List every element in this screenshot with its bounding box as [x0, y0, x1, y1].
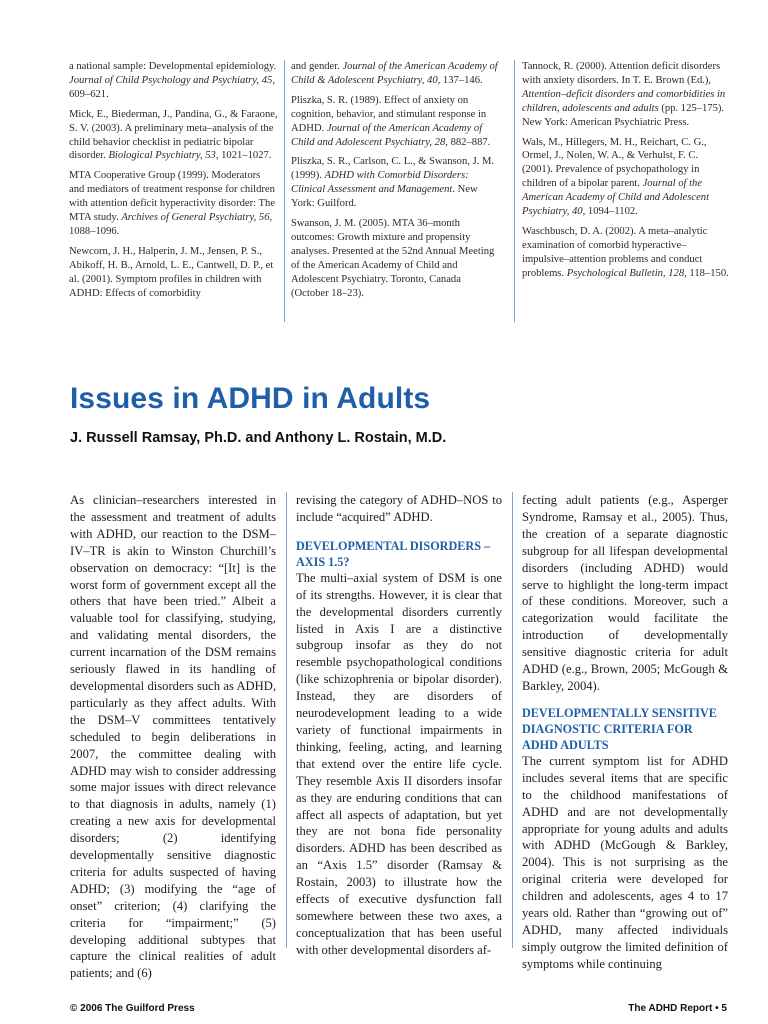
reference-entry: Waschbusch, D. A. (2002). A meta–analytic examination of comorbid hyperactive–impulsive–attention problems and conduct problems. Psychological Bulletin, 128, 118–150. [522, 225, 729, 279]
column-divider [512, 492, 513, 948]
article-authors: J. Russell Ramsay, Ph.D. and Anthony L. Rostain, M.D. [70, 430, 447, 446]
references-column-1 [69, 60, 278, 307]
references-column-3 [522, 60, 731, 287]
paragraph: The multi–axial system of DSM is one of its strengths. However, it is clear that the developmental disorders currently listed in Axis I are a distinctive subgroup insofar as they do not resemble psychopathological conditions (like schizophrenia or bipolar disorder). Instead, they are disorders of neurodevelopment leading to a wide variety of functional impairments in thinking, feeling, acting, and learning that extend over the entire life cycle. They resemble Axis II disorders insofar as they are enduring conditions that can affect all aspects of adaptation, but yet they are not bona fide personality disorders. ADHD has been described as an “Axis 1.5” disorder (Ramsay & Rostain, 2003) to illustrate how the effects of executive dysfunction fall somewhere between these two axes, a conceptualization that has been useful with other developmental disorders af- [296, 570, 502, 957]
reference-entry: Pliszka, S. R., Carlson, C. L., & Swanson, J. M. (1999). ADHD with Comorbid Disorders: Clinical Assessment and Management. New York: Guilford. [291, 156, 495, 210]
reference-entry: Pliszka, S. R. (1989). Effect of anxiety on cognition, behavior, and stimulant response in ADHD. Journal of the American Academy of Child and Adolescent Psychiatry, 28, 882–887. [291, 94, 491, 148]
reference-entry: Wals, M., Hillegers, M. H., Reichart, C. G., Ormel, J., Nolen, W. A., & Verhulst, F. C. (2001). Prevalence of psychopathology in children of a bipolar parent. Journal of the American Academy of Child and Adolescent Psychiatry, 40, 1094–1102. [522, 136, 710, 218]
reference-entry: Newcorn, J. H., Halperin, J. M., Jensen, P. S., Abikoff, H. B., Arnold, L. E., Cantwell, D. P., et al. (2001). Symptom profiles in children with ADHD: Effects of comorbidity [69, 245, 274, 299]
paragraph: revising the category of ADHD–NOS to include “acquired” ADHD. [296, 493, 502, 524]
reference-entry: Mick, E., Biederman, J., Pandina, G., & Faraone, S. V. (2003). A preliminary meta–analysis of the child behavior checklist in pediatric bipolar disorder. Biological Psychiatry, 53, 1021–1027. [69, 108, 278, 162]
paragraph: As clinician–researchers interested in the assessment and treatment of adults with ADHD, our reaction to the DSM–IV–TR is akin to Winston Churchill’s observation on democracy: “[It] is the worst form of government except all the others that have been tried.” Albeit a valuable tool for classifying, studying, and validating mental disorders, the current incarnation of the DSM remains seriously flawed in its handling of developmental disorders such as ADHD, particularly as they affect adults. With the DSM–V committees tentatively scheduled to begin deliberations in 2007, the committee dealing with ADHD may wish to consider addressing some major issues with direct relevance to that diagnosis in adults, namely (1) creating a new axis for developmental disorders; (2) identifying developmentally sensitive diagnostic criteria for adults suspected of having ADHD; (3) modifying the “age of onset” criterion; (4) clarifying the criteria for “impairment;” (5) developing additional subtypes that capture the clinical realities of adult patients; and (6) [70, 493, 276, 981]
section-heading: DEVELOPMENTALLY SENSITIVE DIAGNOSTIC CRITERIA FOR ADHD ADULTS [522, 705, 717, 752]
section-heading: DEVELOPMENTAL DISORDERS – AXIS 1.5? [296, 538, 491, 569]
paragraph: The current symptom list for ADHD includes several items that are specific to the childhood manifestations of ADHD and are not developmentally appropriate for young adults and adults with ADHD (McGough & Barkley, 2004). This is not surprising as the original criteria were developed for children and adolescents, ages 4 to 17 years old. Rather than “growing out of” ADHD, many affected individuals simply outgrow the limited definition of symptoms while continuing [522, 753, 728, 971]
references-section [58, 60, 730, 350]
column-divider [286, 492, 287, 948]
column-divider [514, 60, 515, 322]
body-column-3 [522, 492, 728, 973]
reference-entry: Swanson, J. M. (2005). MTA 36–month outcomes: Growth mixture and propensity analyses. Presented at the 52nd Annual Meeting of the American Academy of Child and Adolescent Psychiatry. Toronto, Canada (October 18–23). [291, 218, 495, 299]
references-column-2 [291, 60, 500, 307]
column-divider [284, 60, 285, 322]
reference-entry: a national sample: Developmental epidemiology. Journal of Child Psychology and Psychiatry, 45, 609–621. [69, 61, 277, 100]
body-column-2 [296, 492, 502, 959]
reference-entry: and gender. Journal of the American Academy of Child & Adolescent Psychiatry, 40, 137–146. [291, 61, 498, 86]
body-column-1 [70, 492, 276, 982]
reference-entry: Tannock, R. (2000). Attention deficit disorders with anxiety disorders. In T. E. Brown (Ed.), Attention–deficit disorders and comorbidities in children, adolescents and adults (pp. 125–175). New York: American Psychiatric Press. [522, 61, 726, 128]
copyright: © 2006 The Guilford Press [70, 1003, 195, 1014]
page-number: The ADHD Report • 5 [628, 1003, 727, 1014]
article-title: Issues in ADHD in Adults [70, 382, 431, 416]
article-body [70, 492, 730, 981]
reference-entry: MTA Cooperative Group (1999). Moderators and mediators of treatment response for children with attention deficit hyperactivity disorder: The MTA study. Archives of General Psychiatry, 56, 1088–1096. [69, 170, 276, 237]
paragraph: fecting adult patients (e.g., Asperger Syndrome, Ramsay et al., 2005). Thus, the creation of a separate diagnostic subgroup for all lifespan developmental disorders (including ADHD) would serve to highlight the long-term impact of these conditions. Moreover, such a categorization would facilitate the introduction of developmentally sensitive diagnostic criteria for adult ADHD (e.g., Brown, 2005; McGough & Barkley, 2004). [522, 493, 728, 693]
